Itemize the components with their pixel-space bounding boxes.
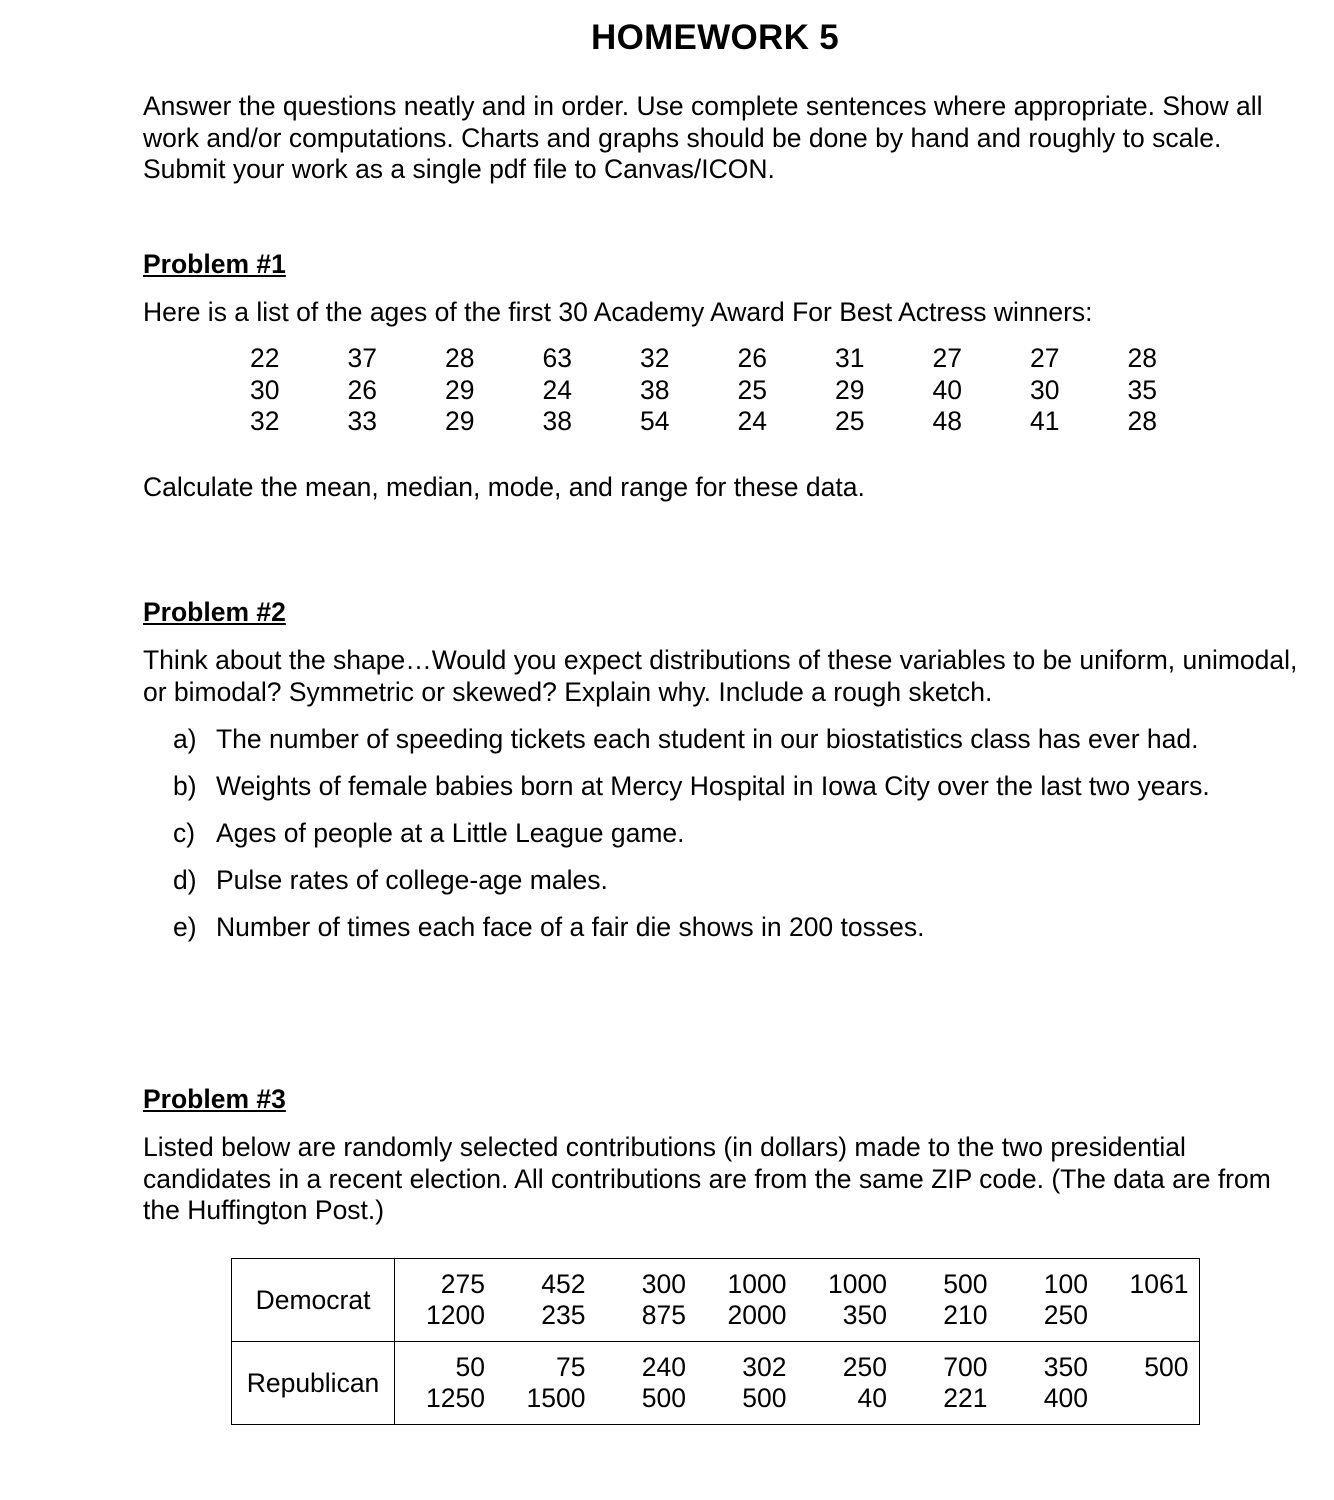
- contribution-value: 1061: [1129, 1268, 1189, 1299]
- age-value: 32: [250, 406, 280, 436]
- age-value: 28: [1127, 406, 1157, 436]
- contribution-value: 875: [641, 1300, 686, 1330]
- age-value: 30: [250, 374, 280, 405]
- problem-2-heading: Problem #2: [143, 597, 286, 627]
- item-text: Weights of female babies born at Mercy Hospital in Iowa City over the last two years.: [216, 771, 1210, 801]
- contribution-value: 1000: [828, 1268, 887, 1299]
- age-value: 24: [542, 374, 572, 405]
- contribution-value: 452: [541, 1268, 586, 1299]
- contribution-value: 210: [943, 1300, 988, 1330]
- age-value: 22: [250, 343, 280, 373]
- party-label: Democrat: [232, 1259, 395, 1342]
- contribution-value: 300: [641, 1268, 686, 1299]
- age-value: 28: [1127, 343, 1157, 373]
- party-label: Republican: [232, 1342, 395, 1425]
- instructions: Answer the questions neatly and in order. Use complete sentences where appropriate. Show all work and/or computations. Charts and graphs should be done by hand and roughly to scale. Submit your work as a single pdf file to Canvas/ICON.: [143, 91, 1263, 184]
- list-item: [173, 912, 1210, 959]
- list-item: [173, 818, 1210, 865]
- item-label: e): [173, 912, 197, 942]
- value-row: [395, 1383, 1199, 1415]
- contribution-value: 400: [1043, 1383, 1088, 1413]
- contribution-value: 235: [541, 1300, 586, 1330]
- value-row: [395, 1300, 1199, 1332]
- age-value: 35: [1127, 374, 1157, 405]
- age-value: 41: [1030, 406, 1060, 436]
- value-row: [395, 1352, 1199, 1384]
- contribution-value: [1088, 1383, 1189, 1415]
- page-title: HOMEWORK 5: [591, 18, 839, 57]
- age-value: 63: [542, 343, 572, 373]
- age-value: 29: [445, 374, 475, 405]
- contribution-value: 500: [943, 1268, 988, 1299]
- item-label: b): [173, 771, 197, 801]
- contribution-value: 240: [641, 1351, 686, 1382]
- age-value: 25: [835, 406, 865, 436]
- age-value: 38: [542, 406, 572, 436]
- age-value: 27: [932, 343, 962, 373]
- problem-1-question: Calculate the mean, median, mode, and range for these data.: [143, 472, 865, 502]
- age-value: 32: [640, 343, 670, 373]
- age-value: 24: [737, 406, 767, 436]
- age-value: 26: [347, 374, 377, 405]
- contribution-value: 350: [1043, 1351, 1088, 1382]
- age-value: 29: [445, 406, 475, 436]
- list-item: [173, 724, 1210, 771]
- contribution-value: 221: [943, 1383, 988, 1413]
- contributions-table: [231, 1258, 1200, 1425]
- age-value: 26: [737, 343, 767, 373]
- problem-1-heading: Problem #1: [143, 249, 286, 279]
- contribution-value: 500: [641, 1383, 686, 1413]
- ages-row: [250, 343, 1225, 375]
- problem-3-text: Listed below are randomly selected contributions (in dollars) made to the two presidential candidates in a recent election. All contributions are from the same ZIP code. (The data are from the Huffington Post.): [143, 1132, 1271, 1225]
- contribution-value: 75: [556, 1351, 586, 1382]
- table-row: [232, 1342, 1200, 1425]
- age-value: 29: [835, 374, 865, 405]
- contribution-value: 40: [857, 1383, 887, 1413]
- contribution-value: 250: [842, 1351, 887, 1382]
- contribution-value: 500: [1144, 1351, 1189, 1382]
- item-text: Pulse rates of college-age males.: [216, 865, 608, 895]
- contribution-value: 100: [1043, 1268, 1088, 1299]
- contribution-value: 700: [943, 1351, 988, 1382]
- ages-row: [250, 375, 1225, 407]
- age-value: 30: [1030, 374, 1060, 405]
- contribution-values: [395, 1259, 1200, 1342]
- contribution-value: 2000: [727, 1300, 787, 1330]
- contribution-value: [1088, 1300, 1189, 1332]
- age-value: 38: [640, 374, 670, 405]
- contribution-value: 250: [1043, 1300, 1088, 1330]
- item-label: a): [173, 724, 197, 754]
- problem-2-list: [173, 724, 1210, 959]
- item-text: Ages of people at a Little League game.: [216, 818, 685, 848]
- value-row: [395, 1269, 1199, 1301]
- contribution-value: 50: [455, 1351, 485, 1382]
- age-value: 25: [737, 374, 767, 405]
- contribution-value: 302: [742, 1351, 787, 1382]
- ages-grid: [250, 343, 1225, 438]
- problem-3-heading: Problem #3: [143, 1084, 286, 1114]
- item-text: The number of speeding tickets each student in our biostatistics class has ever had.: [216, 724, 1199, 754]
- age-value: 54: [640, 406, 670, 436]
- age-value: 40: [932, 374, 962, 405]
- age-value: 27: [1030, 343, 1060, 373]
- contribution-value: 1000: [727, 1268, 787, 1299]
- list-item: [173, 865, 1210, 912]
- age-value: 31: [835, 343, 865, 373]
- contribution-value: 1200: [426, 1300, 485, 1330]
- problem-1-text: Here is a list of the ages of the first 30 Academy Award For Best Actress winners:: [143, 297, 1093, 327]
- age-value: 28: [445, 343, 475, 373]
- age-value: 48: [932, 406, 962, 436]
- contribution-value: 350: [842, 1300, 887, 1330]
- table-row: [232, 1259, 1200, 1342]
- item-text: Number of times each face of a fair die shows in 200 tosses.: [216, 912, 925, 942]
- contribution-value: 1250: [426, 1383, 485, 1413]
- item-label: d): [173, 865, 197, 895]
- contribution-value: 1500: [526, 1383, 586, 1413]
- list-item: [173, 771, 1210, 818]
- problem-2-text: Think about the shape…Would you expect distributions of these variables to be uniform, unimodal, or bimodal? Symmetric or skewed? Explain why. Include a rough sketch.: [143, 645, 1298, 707]
- age-value: 33: [347, 406, 377, 436]
- ages-row: [250, 406, 1225, 438]
- age-value: 37: [347, 343, 377, 373]
- contribution-value: 500: [742, 1383, 787, 1413]
- contribution-values: [395, 1342, 1200, 1425]
- contribution-value: 275: [440, 1268, 485, 1299]
- item-label: c): [173, 818, 196, 848]
